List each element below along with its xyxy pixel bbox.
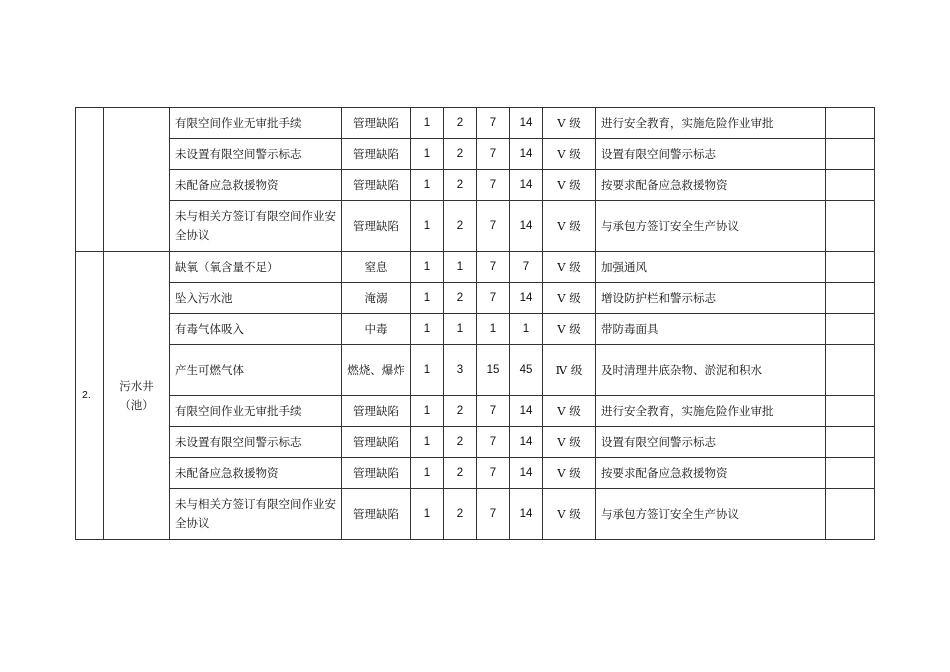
table-row (76, 458, 875, 489)
risk-level-cell: Ⅴ 级 (543, 489, 596, 540)
exposure-cell: 2 (444, 201, 477, 252)
accident-type-cell: 管理缺陷 (342, 427, 411, 458)
table-row (76, 345, 875, 396)
accident-type-cell: 淹溺 (342, 283, 411, 314)
exposure-cell: 1 (444, 252, 477, 283)
exposure-cell: 2 (444, 170, 477, 201)
hazard-cell: 未配备应急救援物资 (170, 458, 342, 489)
risk-level-cell: Ⅴ 级 (543, 458, 596, 489)
table-row (76, 314, 875, 345)
hazard-cell: 有毒气体吸入 (170, 314, 342, 345)
control-measure-cell: 进行安全教育，实施危险作业审批 (596, 396, 826, 427)
risk-level-cell: Ⅴ 级 (543, 201, 596, 252)
exposure-cell: 2 (444, 458, 477, 489)
likelihood-cell: 1 (411, 283, 444, 314)
table-row (76, 139, 875, 170)
note-cell (826, 170, 875, 201)
risk-value-cell: 7 (510, 252, 543, 283)
hazard-cell: 未设置有限空间警示标志 (170, 139, 342, 170)
note-cell (826, 108, 875, 139)
control-measure-cell: 进行安全教育，实施危险作业审批 (596, 108, 826, 139)
hazard-cell: 有限空间作业无审批手续 (170, 396, 342, 427)
note-cell (826, 345, 875, 396)
consequence-cell: 7 (477, 396, 510, 427)
risk-value-cell: 14 (510, 396, 543, 427)
table-body (76, 108, 875, 540)
accident-type-cell: 管理缺陷 (342, 396, 411, 427)
table-row (76, 252, 875, 283)
risk-level-cell: Ⅴ 级 (543, 252, 596, 283)
consequence-cell: 7 (477, 252, 510, 283)
consequence-cell: 15 (477, 345, 510, 396)
hazard-cell: 未与相关方签订有限空间作业安全协议 (170, 489, 342, 540)
location-line: （池） (119, 397, 154, 412)
location-cell (104, 108, 170, 252)
consequence-cell: 7 (477, 489, 510, 540)
risk-value-cell: 14 (510, 427, 543, 458)
consequence-cell: 7 (477, 201, 510, 252)
accident-type-cell: 管理缺陷 (342, 201, 411, 252)
risk-value-cell: 14 (510, 283, 543, 314)
note-cell (826, 139, 875, 170)
hazard-cell: 未与相关方签订有限空间作业安全协议 (170, 201, 342, 252)
accident-type-cell: 中毒 (342, 314, 411, 345)
control-measure-cell: 按要求配备应急救援物资 (596, 458, 826, 489)
table-row (76, 427, 875, 458)
risk-level-cell: Ⅴ 级 (543, 139, 596, 170)
section-number (76, 108, 104, 252)
risk-level-cell: Ⅳ 级 (543, 345, 596, 396)
risk-value-cell: 14 (510, 201, 543, 252)
table-row (76, 201, 875, 252)
risk-value-cell: 14 (510, 170, 543, 201)
control-measure-cell: 增设防护栏和警示标志 (596, 283, 826, 314)
note-cell (826, 489, 875, 540)
risk-level-cell: Ⅴ 级 (543, 396, 596, 427)
control-measure-cell: 与承包方签订安全生产协议 (596, 201, 826, 252)
likelihood-cell: 1 (411, 458, 444, 489)
table-row (76, 170, 875, 201)
risk-level-cell: Ⅴ 级 (543, 108, 596, 139)
exposure-cell: 2 (444, 139, 477, 170)
table-row (76, 396, 875, 427)
risk-level-cell: Ⅴ 级 (543, 283, 596, 314)
table-row (76, 108, 875, 139)
consequence-cell: 7 (477, 108, 510, 139)
likelihood-cell: 1 (411, 427, 444, 458)
likelihood-cell: 1 (411, 170, 444, 201)
accident-type-cell: 燃烧、爆炸 (342, 345, 411, 396)
consequence-cell: 7 (477, 170, 510, 201)
hazard-cell: 产生可燃气体 (170, 345, 342, 396)
risk-assessment-table (75, 107, 875, 540)
risk-level-cell: Ⅴ 级 (543, 427, 596, 458)
consequence-cell: 1 (477, 314, 510, 345)
risk-level-cell: Ⅴ 级 (543, 314, 596, 345)
accident-type-cell: 管理缺陷 (342, 108, 411, 139)
exposure-cell: 3 (444, 345, 477, 396)
hazard-cell: 缺氧（氧含量不足） (170, 252, 342, 283)
exposure-cell: 2 (444, 396, 477, 427)
location-line: 污水井 (119, 378, 154, 393)
note-cell (826, 396, 875, 427)
risk-value-cell: 45 (510, 345, 543, 396)
note-cell (826, 201, 875, 252)
likelihood-cell: 1 (411, 345, 444, 396)
likelihood-cell: 1 (411, 108, 444, 139)
section-number: 2. (76, 252, 104, 540)
hazard-cell: 未配备应急救援物资 (170, 170, 342, 201)
note-cell (826, 283, 875, 314)
consequence-cell: 7 (477, 427, 510, 458)
accident-type-cell: 管理缺陷 (342, 458, 411, 489)
accident-type-cell: 管理缺陷 (342, 139, 411, 170)
likelihood-cell: 1 (411, 489, 444, 540)
exposure-cell: 1 (444, 314, 477, 345)
control-measure-cell: 加强通风 (596, 252, 826, 283)
exposure-cell: 2 (444, 283, 477, 314)
likelihood-cell: 1 (411, 396, 444, 427)
likelihood-cell: 1 (411, 314, 444, 345)
note-cell (826, 314, 875, 345)
likelihood-cell: 1 (411, 252, 444, 283)
control-measure-cell: 带防毒面具 (596, 314, 826, 345)
control-measure-cell: 按要求配备应急救援物资 (596, 170, 826, 201)
risk-value-cell: 14 (510, 489, 543, 540)
hazard-cell: 有限空间作业无审批手续 (170, 108, 342, 139)
risk-value-cell: 14 (510, 108, 543, 139)
accident-type-cell: 窒息 (342, 252, 411, 283)
table-row (76, 283, 875, 314)
risk-value-cell: 14 (510, 139, 543, 170)
note-cell (826, 427, 875, 458)
consequence-cell: 7 (477, 283, 510, 314)
accident-type-cell: 管理缺陷 (342, 489, 411, 540)
risk-value-cell: 1 (510, 314, 543, 345)
likelihood-cell: 1 (411, 139, 444, 170)
risk-value-cell: 14 (510, 458, 543, 489)
accident-type-cell: 管理缺陷 (342, 170, 411, 201)
control-measure-cell: 与承包方签订安全生产协议 (596, 489, 826, 540)
hazard-cell: 未设置有限空间警示标志 (170, 427, 342, 458)
note-cell (826, 252, 875, 283)
control-measure-cell: 及时清理井底杂物、淤泥和积水 (596, 345, 826, 396)
exposure-cell: 2 (444, 427, 477, 458)
control-measure-cell: 设置有限空间警示标志 (596, 427, 826, 458)
note-cell (826, 458, 875, 489)
risk-level-cell: Ⅴ 级 (543, 170, 596, 201)
hazard-cell: 坠入污水池 (170, 283, 342, 314)
control-measure-cell: 设置有限空间警示标志 (596, 139, 826, 170)
exposure-cell: 2 (444, 108, 477, 139)
exposure-cell: 2 (444, 489, 477, 540)
consequence-cell: 7 (477, 139, 510, 170)
consequence-cell: 7 (477, 458, 510, 489)
likelihood-cell: 1 (411, 201, 444, 252)
location-cell (104, 252, 170, 540)
table-row (76, 489, 875, 540)
